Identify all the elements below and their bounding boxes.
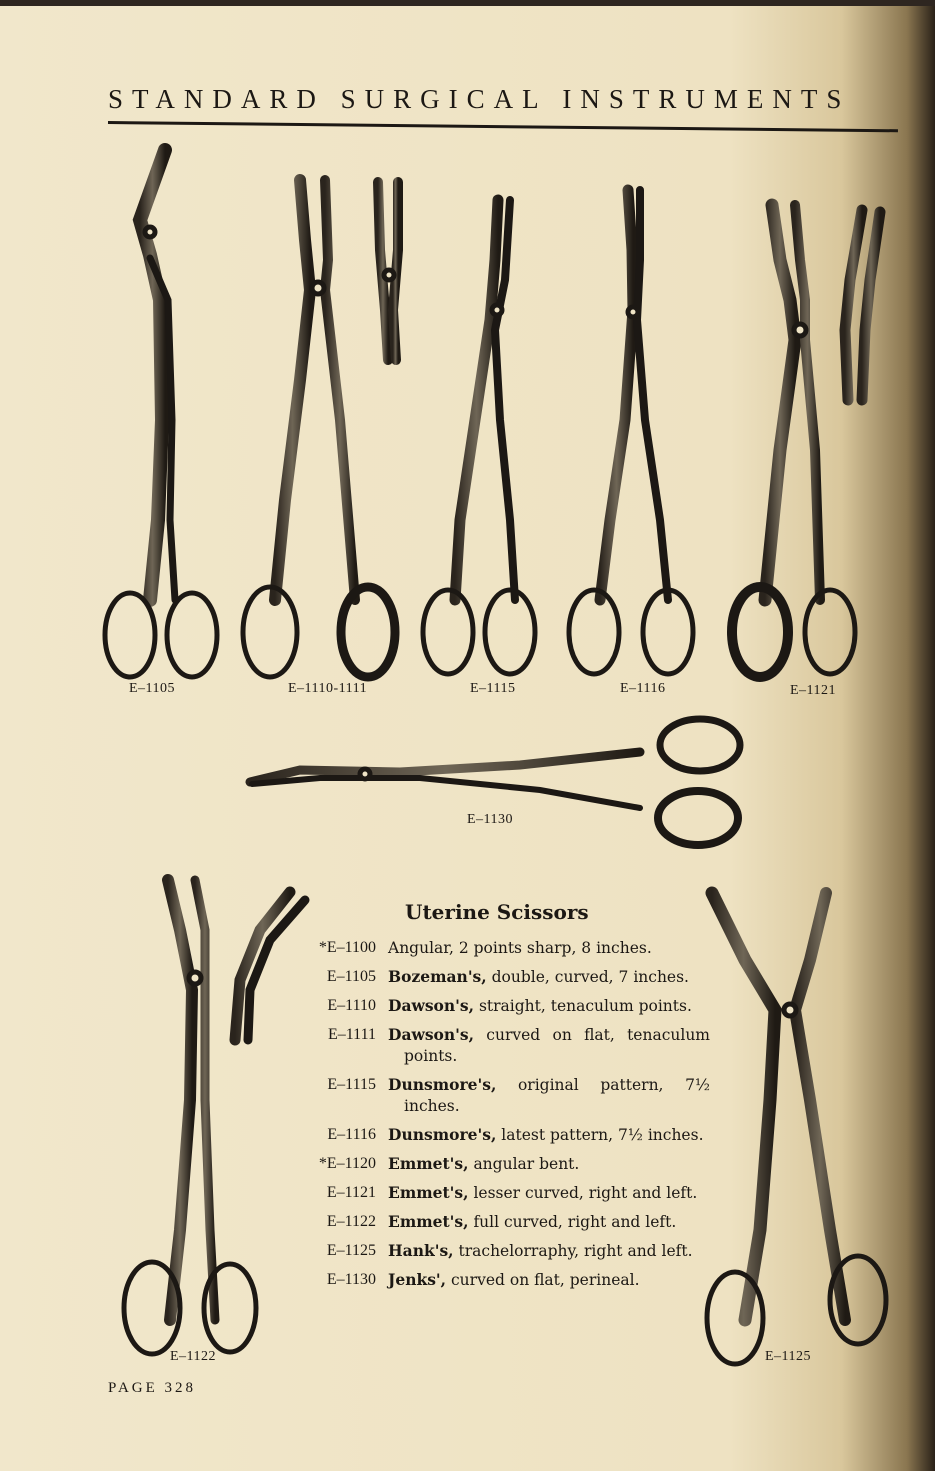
item-name: Emmet's, (388, 1183, 469, 1202)
item-list (290, 937, 710, 1298)
item-description (388, 937, 710, 959)
section-title: Uterine Scissors (405, 900, 589, 924)
item-code: E–1121 (326, 1184, 376, 1201)
item-description (388, 1124, 710, 1146)
item-name: Dawson's, (388, 1025, 475, 1044)
figure-label-e1125: E–1125 (765, 1349, 812, 1364)
item-name: Emmet's, (388, 1154, 469, 1173)
list-item (290, 1124, 710, 1146)
list-item (290, 1153, 710, 1175)
figure-label-e1115: E–1115 (470, 681, 516, 696)
item-name: Emmet's, (388, 1212, 469, 1231)
scissors-e1110-1111-illustration (243, 180, 398, 677)
item-code: E–1105 (326, 968, 376, 985)
item-description (388, 1182, 710, 1204)
item-description (388, 1240, 710, 1262)
scissors-e1115-illustration (423, 200, 535, 674)
list-item (290, 937, 710, 959)
item-description (388, 1153, 710, 1175)
figure-label-e1121: E–1121 (790, 683, 837, 698)
item-code: *E–1100 (318, 939, 376, 956)
figure-label-e1105: E–1105 (129, 681, 176, 696)
figure-label-e1130: E–1130 (467, 812, 514, 827)
item-code: E–1125 (326, 1242, 376, 1259)
list-item (290, 1182, 710, 1204)
item-code: E–1110 (327, 997, 376, 1014)
item-detail: double, curved, 7 inches. (486, 968, 689, 986)
scissors-e1122-illustration (124, 880, 305, 1354)
item-name: Dawson's, (388, 996, 475, 1015)
list-item (290, 1024, 710, 1067)
figure-label-e1116: E–1116 (620, 681, 666, 696)
list-item (290, 995, 710, 1017)
item-detail: straight, tenaculum points. (474, 997, 692, 1015)
item-description (388, 1211, 710, 1233)
item-detail: curved on flat, tenaculum points. (404, 1026, 710, 1065)
list-item (290, 1211, 710, 1233)
item-description (388, 966, 710, 988)
page-number: PAGE 328 (108, 1380, 197, 1396)
item-description (388, 1269, 710, 1291)
item-detail: angular bent. (468, 1155, 580, 1173)
item-code: E–1122 (326, 1213, 376, 1230)
figure-label-e1122: E–1122 (170, 1349, 217, 1364)
item-detail: Angular, 2 points sharp, 8 inches. (388, 939, 652, 957)
item-code: E–1130 (326, 1271, 376, 1288)
item-description (388, 1074, 710, 1117)
scissors-e1121-illustration (732, 205, 880, 677)
list-item (290, 1074, 710, 1117)
list-item (290, 1240, 710, 1262)
scissors-e1116-illustration (569, 190, 693, 674)
item-code: E–1115 (327, 1076, 376, 1093)
item-description (388, 995, 710, 1017)
item-code: *E–1120 (318, 1155, 376, 1172)
item-description (388, 1024, 710, 1067)
item-detail: full curved, right and left. (468, 1213, 677, 1231)
item-name: Bozeman's, (388, 967, 487, 986)
item-name: Hank's, (388, 1241, 454, 1260)
item-name: Jenks', (388, 1270, 447, 1289)
list-item (290, 1269, 710, 1291)
item-code: E–1111 (328, 1026, 376, 1043)
item-detail: latest pattern, 7½ inches. (496, 1126, 704, 1144)
item-name: Dunsmore's, (388, 1075, 497, 1094)
item-detail: curved on flat, perineal. (446, 1271, 640, 1289)
item-code: E–1116 (327, 1126, 376, 1143)
scissors-e1125-illustration (707, 893, 886, 1364)
item-detail: original pattern, 7½ inches. (404, 1076, 710, 1115)
scissors-e1105-illustration (105, 150, 217, 677)
page-title: STANDARD SURGICAL INSTRUMENTS (108, 84, 851, 114)
item-name: Dunsmore's, (388, 1125, 497, 1144)
list-item (290, 966, 710, 988)
figure-label-e1110-1111: E–1110-1111 (288, 681, 368, 696)
item-detail: lesser curved, right and left. (468, 1184, 698, 1202)
item-detail: trachelorraphy, right and left. (453, 1242, 693, 1260)
